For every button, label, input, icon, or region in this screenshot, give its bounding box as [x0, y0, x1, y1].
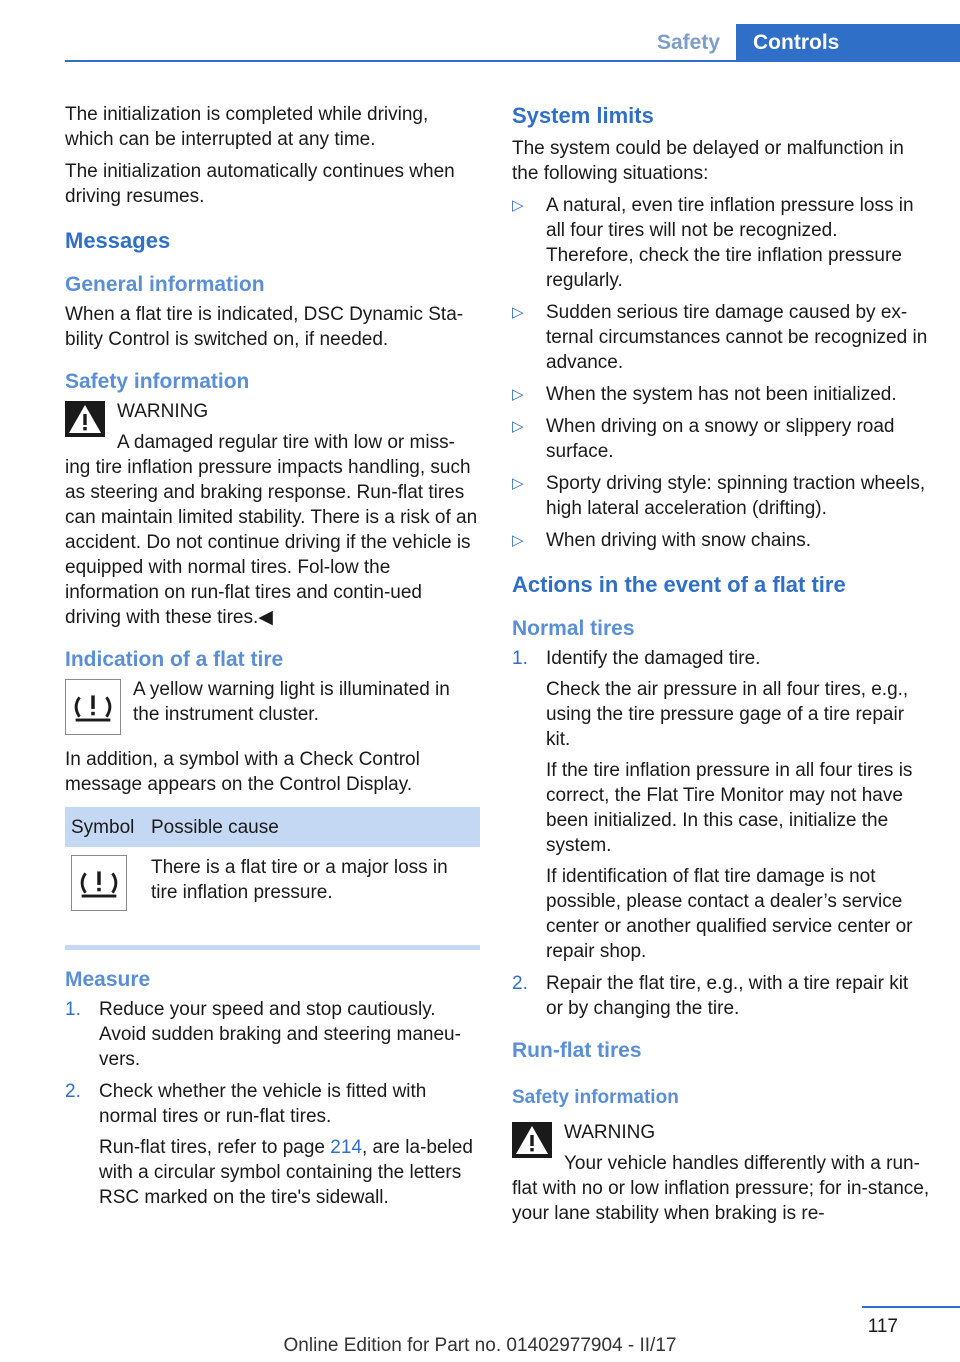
- page-reference-link[interactable]: 214: [330, 1136, 362, 1158]
- paragraph: The initialization automatically continues when driving resumes.: [65, 161, 455, 207]
- heading-safety-information: Safety information: [65, 370, 250, 393]
- heading-system-limits: System limits: [512, 103, 654, 128]
- warning-triangle-icon: [512, 1122, 552, 1158]
- list-text: Identify the damaged tire.: [546, 648, 761, 669]
- paragraph: When a flat tire is indicated, DSC Dynamic Sta-bility Control is switched on, if needed.: [65, 304, 464, 350]
- table-header-symbol: Symbol: [65, 807, 145, 847]
- header-section-controls: Controls: [736, 24, 960, 62]
- paragraph: The initialization is completed while driving, which can be interrupted at any time.: [65, 104, 429, 150]
- list-number: 1.: [65, 998, 81, 1020]
- list-text: Repair the flat tire, e.g., with a tire repair kit or by changing the tire.: [546, 973, 909, 1019]
- list-text: Reduce your speed and stop cautiously. Avoid sudden braking and steering maneu-vers.: [99, 998, 461, 1070]
- indication-text: A yellow warning light is illuminated in the instrument cluster.: [133, 679, 450, 725]
- tire-pressure-warning-icon: [65, 679, 121, 735]
- warning-text: Your vehicle handles differently with a run-flat with no or low inflation pressure; for in-stance, your lane stability when braking is re-: [512, 1153, 930, 1224]
- triangle-bullet-icon: ▷: [512, 418, 524, 435]
- left-column: [65, 102, 480, 1217]
- triangle-bullet-icon: ▷: [512, 197, 524, 214]
- list-item: [512, 971, 930, 1021]
- list-item: [65, 997, 480, 1072]
- list-text: Check whether the vehicle is fitted with normal tires or run-flat tires.: [99, 1080, 427, 1127]
- list-subtext: Check the air pressure in all four tires, e.g., using the tire pressure gage of a tire repair kit.: [546, 679, 909, 750]
- list-item: [65, 1079, 480, 1210]
- list-item: [512, 646, 930, 964]
- triangle-bullet-icon: ▷: [512, 475, 524, 492]
- warning-triangle-icon: [65, 401, 105, 437]
- paragraph: In addition, a symbol with a Check Control message appears on the Control Display.: [65, 749, 420, 795]
- warning-title: WARNING: [117, 401, 209, 422]
- tire-pressure-warning-icon: [71, 855, 127, 911]
- warning-title: WARNING: [564, 1122, 656, 1143]
- header-section-safety: Safety: [656, 31, 720, 54]
- list-number: 1.: [512, 648, 528, 669]
- triangle-bullet-icon: ▷: [512, 304, 524, 321]
- heading-measure: Measure: [65, 967, 151, 991]
- list-item: ▷ Sudden serious tire damage caused by ex-ternal circumstances cannot be recognized in advance.: [512, 302, 928, 373]
- heading-actions-flat-tire: Actions in the event of a flat tire: [512, 572, 846, 597]
- list-item: ▷ When the system has not been initialized.: [512, 384, 897, 405]
- heading-messages: Messages: [65, 228, 171, 253]
- warning-block: [65, 399, 480, 630]
- warning-block: [512, 1120, 930, 1226]
- footer-edition: Online Edition for Part no. 01402977904 - II/17: [283, 1335, 677, 1356]
- list-item: ▷ When driving with snow chains.: [512, 530, 812, 551]
- list-subtext: Run-flat tires, refer to page 214, are la-beled with a circular symbol containing the letters RSC marked on the tire's sidewall.: [99, 1136, 473, 1208]
- table-row: [65, 847, 480, 947]
- triangle-bullet-icon: ▷: [512, 386, 524, 403]
- list-item: ▷ When driving on a snowy or slippery road surface.: [512, 416, 895, 462]
- list-number: 2.: [512, 973, 528, 994]
- indication-block: [65, 677, 480, 739]
- header-rule: [65, 60, 960, 62]
- table-header-cause: Possible cause: [145, 807, 480, 847]
- paragraph: The system could be delayed or malfunction in the following situations:: [512, 138, 904, 184]
- footer-rule: [862, 1306, 960, 1308]
- page-number: 117: [867, 1316, 898, 1337]
- table-cell-cause: There is a flat tire or a major loss in tire inflation pressure.: [145, 847, 480, 947]
- heading-general-information: General information: [65, 273, 265, 296]
- right-column: [512, 102, 930, 1233]
- list-item: ▷ Sporty driving style: spinning traction wheels, high lateral acceleration (drifting).: [512, 473, 926, 519]
- list-subtext: If identification of flat tire damage is not possible, please contact a dealer’s service center or another qualified service center or repair shop.: [546, 866, 913, 962]
- list-item: ▷ A natural, even tire inflation pressure loss in all four tires will not be recognized. Therefore, check the tire inflation pressure regularly.: [512, 195, 914, 291]
- symbol-table: [65, 807, 480, 950]
- triangle-bullet-icon: ▷: [512, 532, 524, 549]
- table-cell-symbol: [65, 847, 145, 947]
- list-subtext: If the tire inflation pressure in all four tires is correct, the Flat Tire Monitor may not have been initialized. In this case, initialize the system.: [546, 760, 913, 856]
- heading-indication-flat-tire: Indication of a flat tire: [65, 648, 284, 671]
- heading-normal-tires: Normal tires: [512, 617, 635, 640]
- warning-text: A damaged regular tire with low or miss-ing tire inflation pressure impacts handling, such as steering and braking response. Run-flat tires can maintain limited stability. There is a risk of an accident. Do not continue driving if the vehicle is equipped with normal tires. Fol-low the information on run-flat tires and contin-ued driving with these tires.◀: [65, 432, 478, 628]
- list-number: 2.: [65, 1080, 81, 1102]
- heading-run-flat-tires: Run-flat tires: [512, 1039, 642, 1062]
- heading-run-flat-safety: Safety information: [512, 1087, 679, 1108]
